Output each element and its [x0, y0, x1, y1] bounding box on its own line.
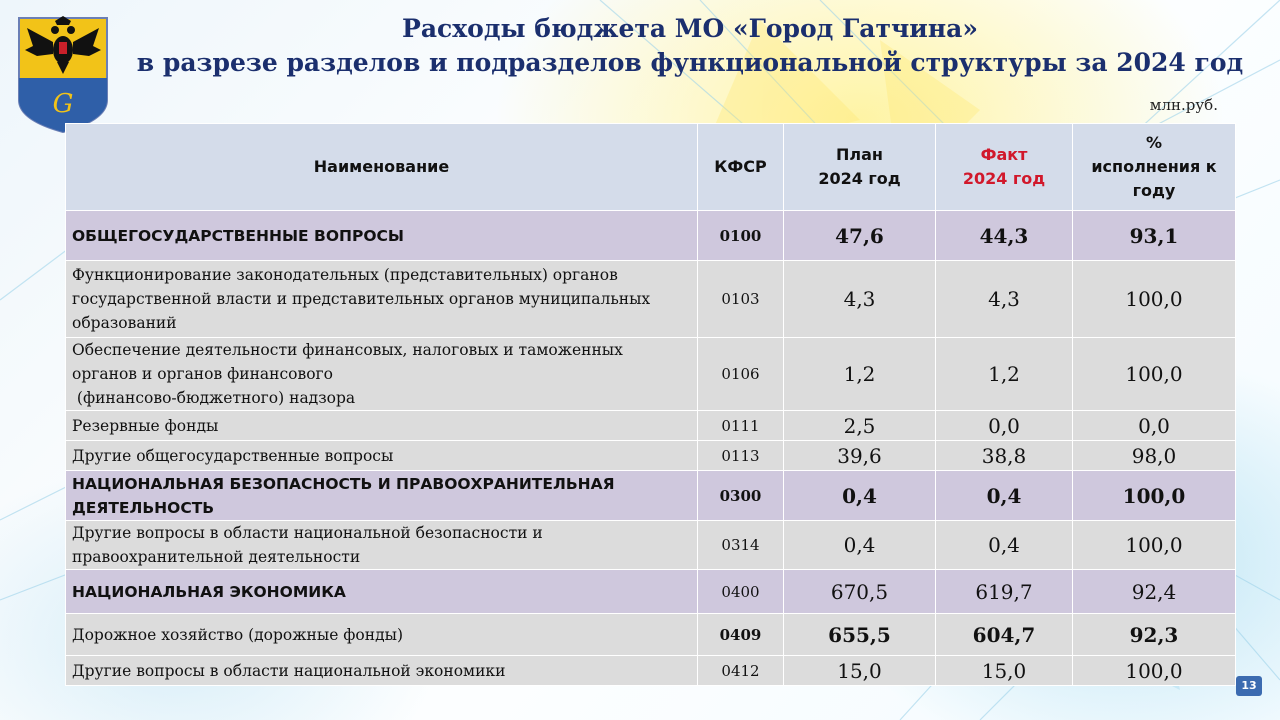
page-title: [120, 12, 1260, 80]
row-fact: 604,7: [936, 614, 1073, 656]
row-plan: 0,4: [784, 521, 936, 570]
row-name: Обеспечение деятельности финансовых, налоговых и таможенных органов и органов финансового (финансово-бюджетного) надзора: [66, 338, 698, 411]
row-name: Резервные фонды: [66, 411, 698, 441]
row-fact: 38,8: [936, 441, 1073, 471]
title-line-1: Расходы бюджета МО «Город Гатчина»: [402, 14, 978, 43]
row-code: 0103: [698, 261, 784, 338]
row-percent: 100,0: [1073, 656, 1236, 686]
row-plan: 2,5: [784, 411, 936, 441]
table-row: [66, 338, 1236, 411]
table-row: [66, 211, 1236, 261]
row-fact: 0,0: [936, 411, 1073, 441]
header-name: Наименование: [66, 124, 698, 211]
city-coat-of-arms: [17, 16, 109, 134]
row-percent: 93,1: [1073, 211, 1236, 261]
table-row: [66, 521, 1236, 570]
table-header-row: [66, 124, 1236, 211]
row-name: Функционирование законодательных (представительных) органов государственной власти и представительных органов муниципальных образований: [66, 261, 698, 338]
row-fact: 1,2: [936, 338, 1073, 411]
header-code: КФСР: [698, 124, 784, 211]
row-name: Другие общегосударственные вопросы: [66, 441, 698, 471]
row-percent: 100,0: [1073, 471, 1236, 521]
row-plan: 39,6: [784, 441, 936, 471]
row-name: НАЦИОНАЛЬНАЯ ЭКОНОМИКА: [66, 570, 698, 614]
table-row: [66, 441, 1236, 471]
row-plan: 670,5: [784, 570, 936, 614]
row-fact: 44,3: [936, 211, 1073, 261]
row-code: 0409: [698, 614, 784, 656]
row-name: Другие вопросы в области национальной безопасности и правоохранительной деятельности: [66, 521, 698, 570]
header-plan: План 2024 год: [784, 124, 936, 211]
row-fact: 15,0: [936, 656, 1073, 686]
table-row: [66, 656, 1236, 686]
row-plan: 0,4: [784, 471, 936, 521]
row-plan: 1,2: [784, 338, 936, 411]
page-number-badge: 13: [1236, 676, 1262, 696]
row-plan: 47,6: [784, 211, 936, 261]
row-fact: 0,4: [936, 471, 1073, 521]
row-code: 0111: [698, 411, 784, 441]
row-code: 0400: [698, 570, 784, 614]
row-plan: 4,3: [784, 261, 936, 338]
table-row: [66, 411, 1236, 441]
row-code: 0113: [698, 441, 784, 471]
row-code: 0412: [698, 656, 784, 686]
title-line-2: в разрезе разделов и подразделов функциональной структуры за 2024 год: [136, 48, 1244, 77]
row-code: 0314: [698, 521, 784, 570]
row-percent: 92,3: [1073, 614, 1236, 656]
table-row: [66, 614, 1236, 656]
row-percent: 98,0: [1073, 441, 1236, 471]
row-code: 0100: [698, 211, 784, 261]
row-fact: 619,7: [936, 570, 1073, 614]
row-name: Дорожное хозяйство (дорожные фонды): [66, 614, 698, 656]
row-percent: 0,0: [1073, 411, 1236, 441]
table-row: [66, 471, 1236, 521]
unit-label: млн.руб.: [1149, 96, 1218, 114]
row-percent: 92,4: [1073, 570, 1236, 614]
row-name: ОБЩЕГОСУДАРСТВЕННЫЕ ВОПРОСЫ: [66, 211, 698, 261]
header-percent: % исполнения к году: [1073, 124, 1236, 211]
budget-table: [65, 123, 1236, 686]
row-percent: 100,0: [1073, 261, 1236, 338]
row-name: НАЦИОНАЛЬНАЯ БЕЗОПАСНОСТЬ И ПРАВООХРАНИТЕЛЬНАЯ ДЕЯТЕЛЬНОСТЬ: [66, 471, 698, 521]
row-plan: 655,5: [784, 614, 936, 656]
row-plan: 15,0: [784, 656, 936, 686]
table-row: [66, 261, 1236, 338]
row-fact: 0,4: [936, 521, 1073, 570]
row-code: 0300: [698, 471, 784, 521]
row-name: Другие вопросы в области национальной экономики: [66, 656, 698, 686]
row-fact: 4,3: [936, 261, 1073, 338]
table-row: [66, 570, 1236, 614]
row-percent: 100,0: [1073, 338, 1236, 411]
svg-text:G: G: [52, 89, 74, 119]
row-percent: 100,0: [1073, 521, 1236, 570]
header-fact: Факт 2024 год: [936, 124, 1073, 211]
row-code: 0106: [698, 338, 784, 411]
